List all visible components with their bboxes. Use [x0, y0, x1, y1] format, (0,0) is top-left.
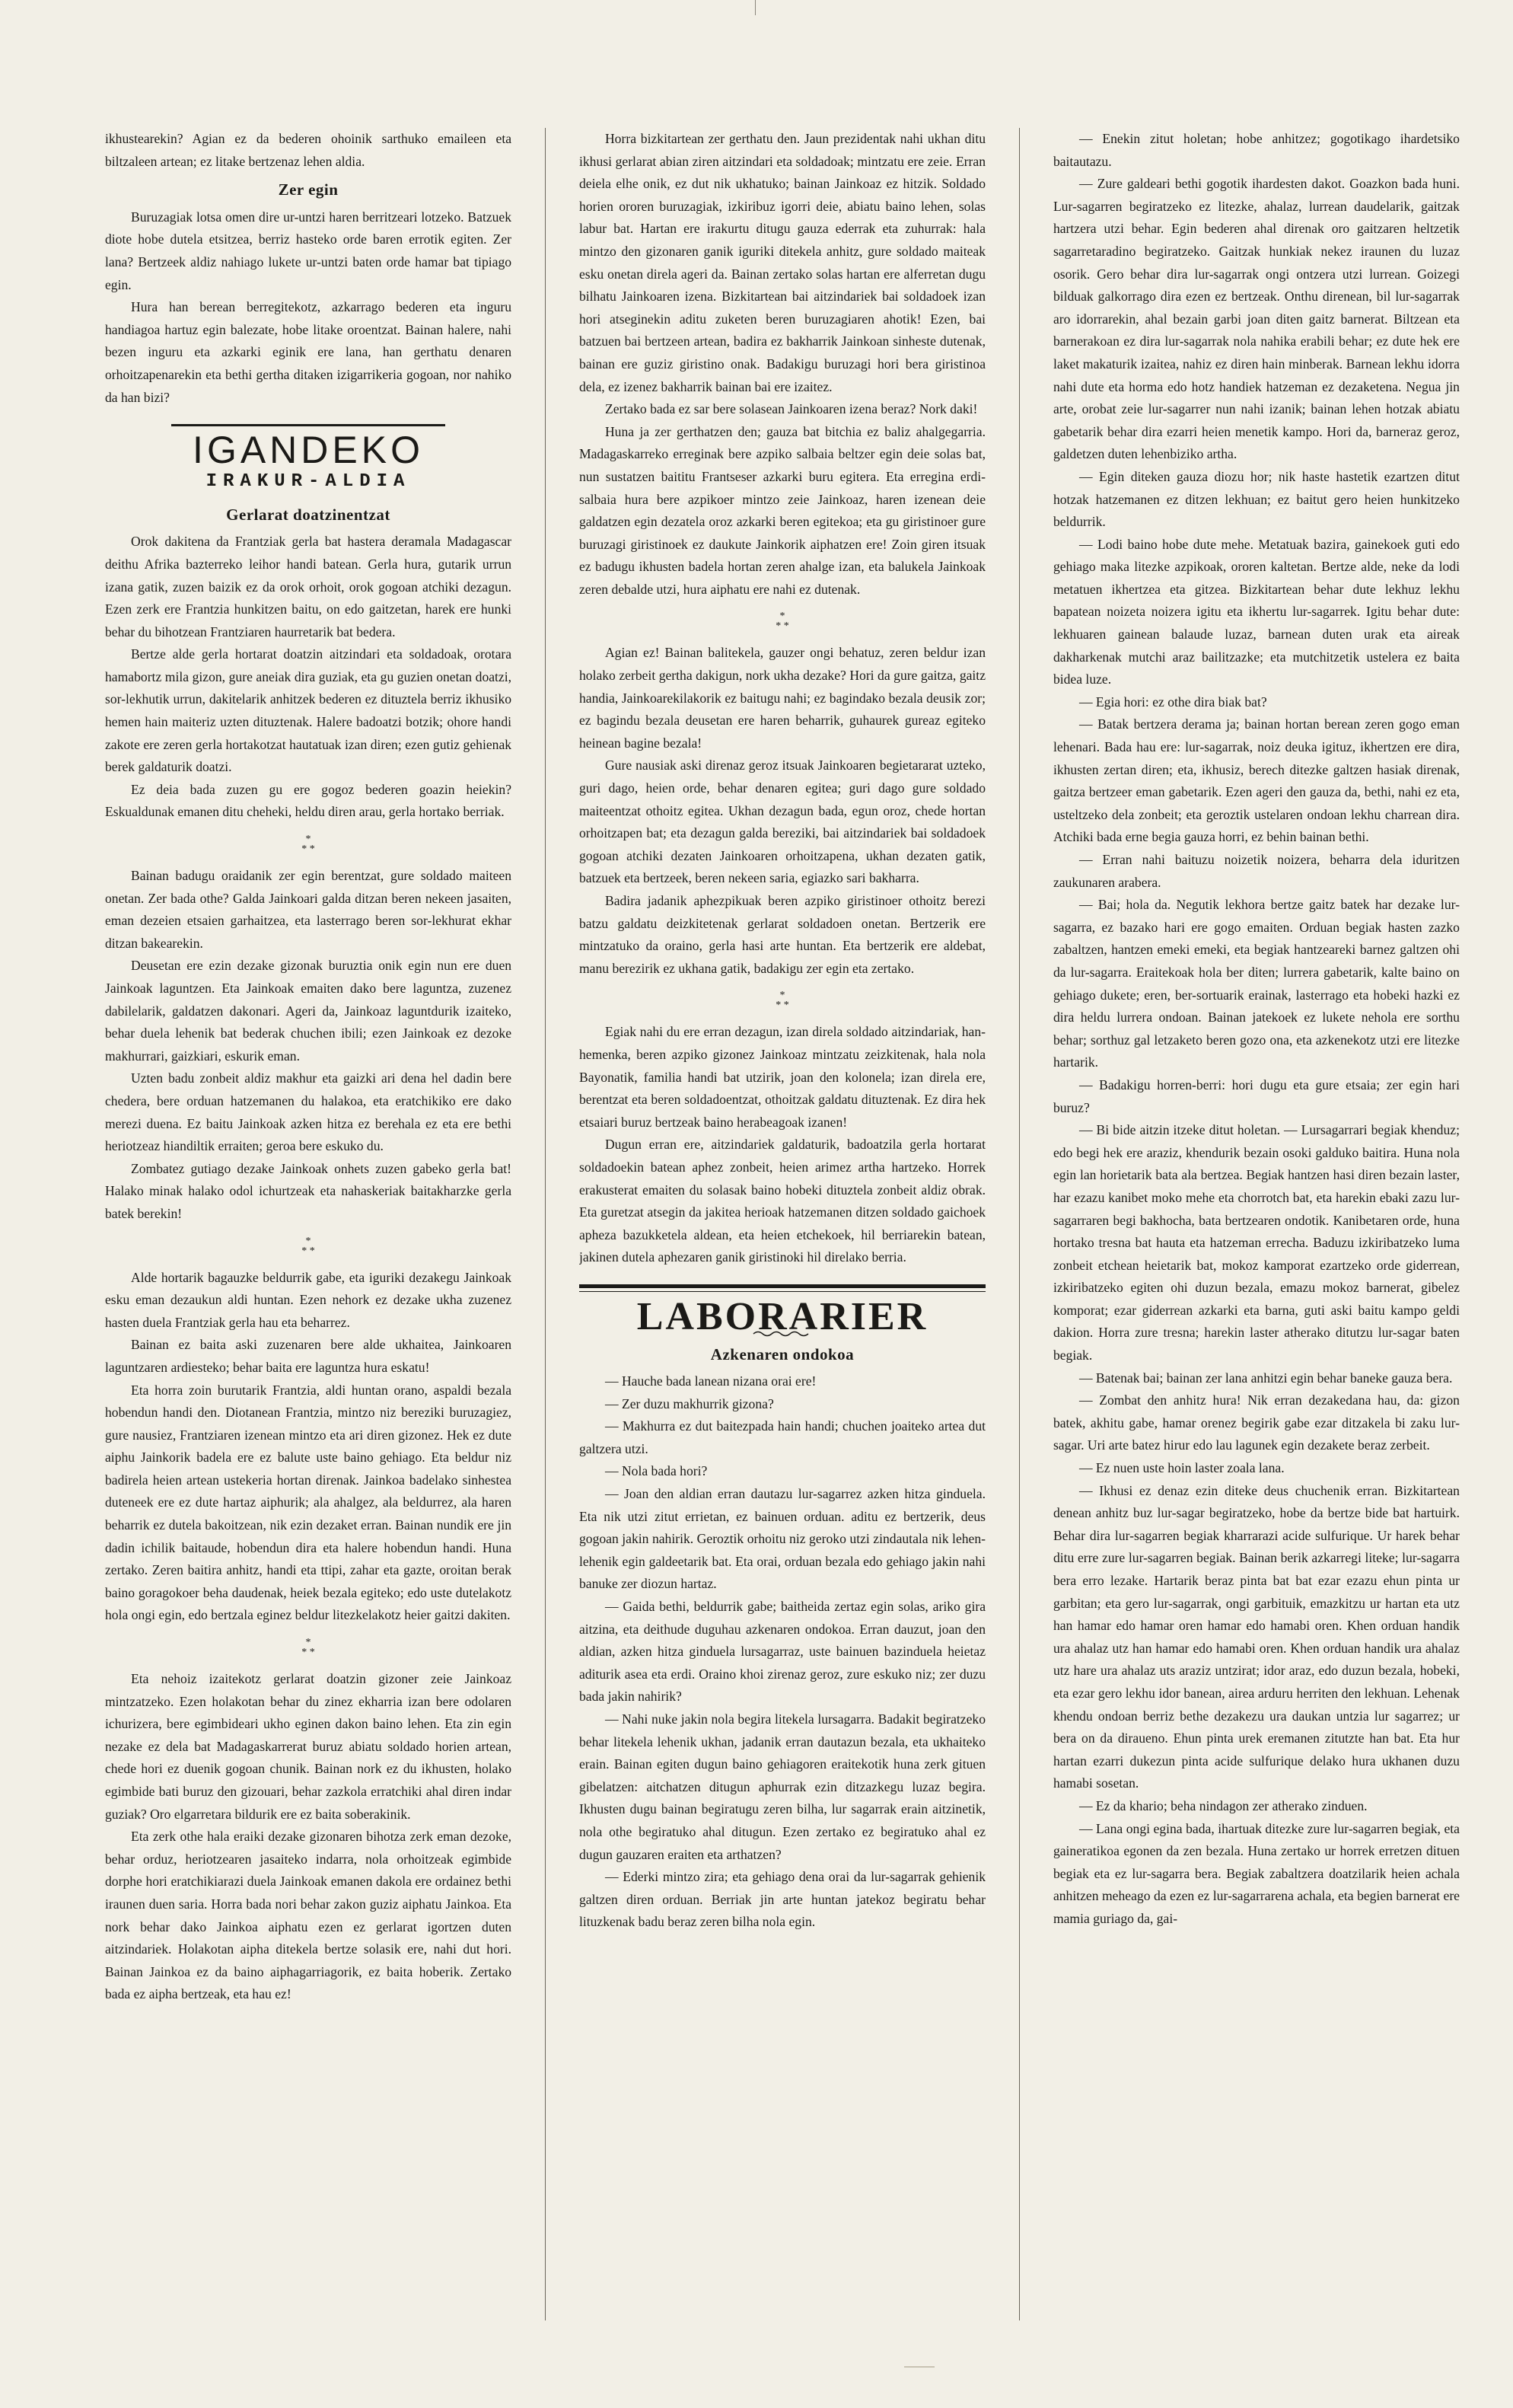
asterism: * * * [301, 834, 315, 856]
paragraph: Dugun erran ere, aitzindariek galdaturik, badoatzila gerla hortarat soldadoekin batean aphez zonbeit, heien arimez artha hartzeko. Horrek erakusterat emaiten du solasak baino hobeki dituztela zonbeit aldiz obrak. Eta guretzat atsegin da jakitea herioak hatzemanen ditzen soldado gaichoek apheza bazukketela aldean, eta heien etchekoek, hil berriarekin batean, jakinen dutela aphezaren ganik giristinoki hil direlako berria. [578, 1137, 986, 1265]
masthead-subtitle: IRAKUR-ALDIA [205, 471, 411, 493]
dialogue-line: — Enekin zitut holetan; hobe anhitzez; gogotikago ihardetsiko baitautazu. [1053, 131, 1460, 169]
fold-mark [755, 0, 756, 15]
paragraph: Alde hortarik bagauzke beldurrik gabe, eta iguriki dezakegu Jainkoak esku eman dezaukun aldi huntan. Ezen nehork ez dezake ukha zuzenez hasten duela Frantziak gerla hau eta beharrez. [105, 1269, 512, 1330]
dialogue-line: — Hauche bada lanean nizana orai ere! [604, 1373, 817, 1389]
paragraph: Bainan ez baita aski zuzenaren bere alde ukhaitea, Jainkoaren laguntzaren ardiesteko; behar baita ere laguntza hura eskatu! [105, 1337, 512, 1375]
paragraph: Bertze alde gerla hortarat doatzin aitzindari eta soldadoak, orotara hamabortz mila gizon, gure aneiak dira guziak, eta gu guzien onetan doatzi, sor-lekhutik urrun, dakitelarik anhitzek bederen ez dituztela berriz ikhusiko hemen hain maiteriz uzten dituztenak. Halere badoatzi botzik; ohore handi zakote ere zeren gerla hortakotzat hautatuak izan diren; ezen gutiz gehienak berek galdaturik doatzi. [105, 646, 512, 775]
dialogue-line: — Zure galdeari bethi gogotik ihardesten dakot. Goazkon bada huni. Lur-sagarren begiratzeko ez litezke, ahalaz, lurrean daudelarik, gaitzak hartzera utzi behar. Egin bederen ahal direnak oro gaitzaren heltzetik sagarretaradino begiratzeko. Gaitzak hunkiak nekez iraunen du luzaz osorik. Gero behar dira lur-sagarrak ongi ontzera utzi lurrean. Goizegi bilduak galkorrago dira ezen ez bertzeak. Onthu direnean, bil lur-sagarrak aro idorrarekin, ahal bezain garbi joan diten gaitz barnerat. Biltzean eta barnerakoan ez dira lur-sagarrak nola nahika erabili behar; ez dute hek ere laket makaturik izaitea, nahiz ez diren hain minberak. Barnean lekhu idorra nahi dute eta horma edo hotz handiek hatzeman ez dezaketena. Negua jin arte, orobat zeie lur-sagarrer nun nahi izanik; bainan lehen hotzak abiatu gabetarik behar dira ezarri heien menetik kampo. Hori da, barneraz geroz, galdetzen duten lehenbiziko artha. [1053, 176, 1460, 462]
asterism: * * * [301, 1235, 315, 1257]
column-rule [1019, 128, 1020, 2320]
dialogue-line: — Ez da khario; beha nindagon zer atherako zinduen. [1078, 1797, 1368, 1813]
section-rule [579, 1284, 986, 1288]
dialogue-line: — Gaida bethi, beldurrik gabe; baitheida zertaz egin solas, ariko gira aitzina, eta deithude duguhau azkenaren ondokoa. Erran dauzut, joan den aldian, azken hitza ginduela lursagarraz, uste bainuen bazinduela heietaz aditurik asea eta erdi. Oraino khoi zirenaz geroz, zure eskuko niz; zer duzu bada jakin nahirik? [578, 1599, 986, 1705]
dialogue [1053, 128, 1460, 1931]
dialogue-line: — Bi bide aitzin itzeke ditut holetan. — Lursagarrari begiak khenduz; edo begi hek ere araziz, khendurik bezain osoki galduko baitira. Huna nola egin lan horietarik bata ala bertzea. Begiak hantzen hasi diren bezain laster, har ezazu kanibet moko mehe eta chorrotch bat, eta harekin ebaki zazu lur-sagarraren begi bakhocha, bata bertzearen ondotik. Kanibetaren orde, huna hortako tresna bat hauta eta hatzeman errecha. Baduzu izkiribatzeko luma zonbeit etchean heietarik bat, mokoz kamporat ezartzeko orde giderrean, izkiribatzeko egiten ohi duzun bezala, emazu mokoz barnerat, gibelez komporat; ezar giderrean azkarki eta barna, guti aski baitu kampo geldi dakion. Horra zure tresna; harekin laster atherako ditutzu lur-sagar baten begiak. [1053, 1122, 1460, 1363]
paragraph: Gure nausiak aski direnaz geroz itsuak Jainkoaren begietararat uzteko, guri dago, heien orde, behar denaren egitea; guri dago gure soldado maiteentzat othoitz egitea. Ukhan dezagun bada, egun oroz, chede hortan orhoitzapen bat; eta dezagun galda bereziki, bai aitzindariek bai soldadoek gogoan atchiki dezaten Jainkoaren orhoitzapena, ukhan dezaten gatik, batzuek eta bertzeek, beren nekeen saria, egiazko sari bakharra. [578, 757, 986, 886]
dialogue-line: — Nola bada hori? [604, 1463, 708, 1479]
paragraph: Deusetan ere ezin dezake gizonak buruztia onik egin nun ere duen Jainkoak laguntzen. Eta Jainkoak emaiten dako bere laguntza, zuzenez dabilelarik, galdatzen dakonari. Ageri da, Jainkoaz laguntdurik izaiteko, behar duela lehenik bat bederak chuchen ibili; ezen Jainkoak ez dezoke makhurrari, gaizkiari, eskurik eman. [105, 958, 512, 1064]
dialogue-line: — Lodi baino hobe dute mehe. Metatuak bazira, gainekoek guti edo gehiago maka litezke azpikoak, ororen kaltetan. Bertze alde, neke da lodi metatuen ikhertzea eta gitzea. Bizkitartean behar dute lekhuz lekhu bapatean noizeta noizera igitu eta ikhertu lur-sagarrek. Igitu behar dute: lekhuaren gainean balaude luzaz, barnean duten urak eta aireak dakharkenak mutchi araz bailitzazke; eta mutchitzetik ustelera ez baita bidea luze. [1053, 536, 1460, 687]
column-1 [105, 128, 511, 2320]
paragraph: Agian ez! Bainan balitekela, gauzer ongi behatuz, zeren beldur izan holako zerbeit gertha dakigun, nork ukha dezake? Hori da gure gaitza, gaitz handia, Jainkoarekilakorik ez baitugu nahi; ez bagindako bezala deusik zor; ez bagindu bezala deusetan ere haren beharrik, guhaurek gureaz egiteko heinean bagine bezala! [578, 645, 986, 751]
paragraph: Egiak nahi du ere erran dezagun, izan direla soldado aitzindariak, han-hemenka, beren azpiko gizonez Jainkoaz mintzatu zeizkitenak, hala nola Bayonatik, familia handi bat utzirik, joan den kolonela; izan direla ere, berentzat eta beren soldadoentzat, othoitzak galdatu dituztenak. Ez dira hek etsaiari buruz bertzeak baino herabeagoak izanen! [578, 1024, 986, 1130]
dialogue-line: — Zombat den anhitz hura! Nik erran dezakedana hau, da: gizon batek, akhitu gabe, hamar orenez begirik gabe ezar ditzakela bi zaku lur-sagar. Uri arte batez hirur edo lau lagunek egin dezakete beraz zerbeit. [1053, 1392, 1460, 1453]
print-mark [904, 2366, 935, 2368]
dialogue-line: — Makhurra ez dut baitezpada hain handi; chuchen joaiteko artea dut galtzera utzi. [578, 1418, 986, 1456]
paragraph: Badira jadanik aphezpikuak beren azpiko giristinoer othoitz berezi batzu galdatu deizkitetenak gerlarat soldadoen onetan. Bertzerik ere mintzatuko da oraino, gerla hasi arte huntan. Eta bertzerik ere aldebat, manu berezirik ez ukhana gatik, badakigu zer egin eta zertako. [578, 893, 986, 976]
paragraph: Orok dakitena da Frantziak gerla bat hastera deramala Madagascar deithu Afrika bazterreko leihor handi batean. Gerla hura, gutarik urrun izana gatik, zuzen baizik ez da orok orhoit, orok gogoan atchiki dezagun. Ezen zerk ere Frantzia hunkitzen baitu, on edo gaitzetan, harek ere hunki behar du bihotzean Frantziaren haurretarik bat bedera. [105, 534, 512, 639]
dialogue-line: — Erran nahi baituzu noizetik noizera, beharra dela iduritzen zaukunaren arabera. [1053, 852, 1460, 890]
paragraph: Zombatez gutiago dezake Jainkoak onhets zuzen gabeko gerla bat! Halako minak halako odol ichurtzeak eta nahaskeriak baitakharzke gerla batek berekin! [105, 1160, 512, 1221]
columns [105, 128, 1460, 2320]
dialogue-line: — Egia hori: ez othe dira biak bat? [1078, 694, 1267, 710]
asterism: * * * [301, 1637, 315, 1659]
dialogue-line: — Batenak bai; bainan zer lana anhitzi egin behar baneke gauza bera. [1078, 1370, 1453, 1386]
paragraph: Uzten badu zonbeit aldiz makhur eta gaizki ari dena hel dadin bere chedera, bere orduan hatzemanen du halakoa, eta eratchikiko ere dako merezi duena. Ez baitu Jainkoak azken hitza ez berehala ez eta ere bethi heriotzeaz hiandiltik erraiten; geroa bere eskuko du. [105, 1070, 512, 1154]
masthead-title: IGANDEKO [193, 429, 424, 472]
column-2 [579, 128, 986, 2320]
dialogue-line: — Bai; hola da. Negutik lekhora bertze gaitz batek har dezake lur-sagarra, ez bazako hari ere gogo emaiten. Orduan begiak hasten zazko zabaltzen, hantzen emeki emeki, eta begiak hantzeareki barnez galtzen ohi da lur-sagarra. Eraitekoak hola ber diten; lurrera gabetarik, kalte baino on gehiago dukete; eren, ber-sortuarik erainak, lasterrago eta hobeki hazki ez dira heldu lurrera ondoan. Bainan jatekoek ez lukete nehola ere sorthu behar; sorthuz gal letzaketo beren gozo ona, eta azkenekotz utzi ere litezke hartarik. [1053, 897, 1460, 1070]
paragraph: Bainan badugu oraidanik zer egin berentzat, gure soldado maiteen onetan. Zer bada othe? Galda Jainkoari galda ditzan beren nekeen jasaiten, eman dezeien etsaien garhaitzea, eta lasterrago beren sor-lekhurat ekhar ditzan bakearekin. [105, 868, 512, 951]
paragraph: Eta horra zoin burutarik Frantzia, aldi huntan orano, aspaldi bezala hobendun handi den. Diotanean Frantzia, mintzo niz bereziki buruzagiez, gure nausiez, Frantziaren izenean mintzo eta ari diren gizonez. Hek ez dute aiphu Jainkorik badela ere ez balute uste baino gehiago. Eta beldur niz badirela heien artean ustekeria hortan direnak. Jainkoa badelako sinhestea duteneek ere ez dute hartaz aiphurik; ala ahalgez, ala beldurrez, ala haren beharrik ez dutela bakoitzean, nik ezin dezaket erran. Bainan nundik ere jin dadin ichilik baitaude, hobendun dira eta halere hobendun handi. Huna zertako. Zeren baitira anhitz, handi eta ttipi, zahar eta gazte, oroitan berak baino goragokoer beha daudenak, heiek bezala egiteko; edo uste dutelakotz hola ongi egin, edo bertzala eginez beldur litezkelakotz heier gaitzi dakiten. [105, 1382, 512, 1623]
paragraph: Huna ja zer gerthatzen den; gauza bat bitchia ez baliz ahalgegarria. Madagaskarreko erreginak bere azpiko salbaia beltzer egin deie solas bat, nun sustatzen baititu Frantseser azkarki buru egitera. Eta erregina erdi-salbaia hura bere azpikoer mintzo zeie Jainkoaz, haren izenean deie galdatzen egin dezatela oroz azkarki beren egitekoa; eta gu giristinoer gure buruzagi giristinoek ez daukute Jainkorik aiphatzen ere! Zoin giren itsuak ez badugu ikhusten badela hortan zeren ahalge izan, eta balukela Jainkoak zeren debalde utzi, hura aiphatu ere nahi ez dutenak. [578, 423, 986, 597]
dialogue-line: — Ez nuen uste hoin laster zoala lana. [1078, 1460, 1285, 1476]
paragraph: Buruzagiak lotsa omen dire ur-untzi haren berritzeari lotzeko. Batzuek diote hobe dutela etsitzea, berriz hasteko orde baren errotik egiten. Zer lana? Bertzeek aldiz nahiago lukete ur-untzi baten orde hamar bat tipiago egin. [105, 209, 512, 292]
masthead [105, 424, 511, 493]
column-rule [545, 128, 546, 2320]
asterism: * * * [776, 990, 789, 1012]
paragraph: Ez deia bada zuzen gu ere gogoz bederen goazin heiekin? Eskualdunak emanen ditu cheheki, heldu diren arau, gerla hortako berriak. [105, 781, 512, 820]
dialogue-line: — Egin diteken gauza diozu hor; nik haste hastetik ezartzen ditut hotzak hatzemanen ez ditzen lekhuan; ez baitut gero heien hunkitzeko beldurrik. [1053, 468, 1460, 530]
paragraph: Eta zerk othe hala eraiki dezake gizonaren bihotza zerk eman dezoke, behar orduz, heriotzearen jasaiteko indarra, nola orhoitzeak egimbide dorphe hori eratchikiarazi duela Jainkoak emanen dakola ere ordainez bethi iraunen duen saria. Horra bada nori behar zakon guziz aiphatu Jainkoa. Eta nork behar dako Jainkoa aiphatu ezen ez gerlarat igortzen duten aitzindariek. Holakotan aipha ditekela bertze solasik ere, nahi dut hori. Bainan Jainkoa ez da baino aiphagarriagorik, ez baita hoberik. Zertako bada ez aipha bertzeak, eta hau ez! [105, 1829, 512, 2002]
dialogue [579, 1370, 986, 1934]
dialogue-line: — Zer duzu makhurrik gizona? [604, 1395, 774, 1411]
asterism: * * * [776, 611, 789, 633]
dialogue-line: — Ikhusi ez denaz ezin diteke deus chuchenik erran. Bizkitartean denean anhitz buz lur-sagar begiratzeko, hobe da bertze bide bat hartuirk. Behar dira lur-sagarren begiak kharrarazi acide sulfurique. Ur harek behar ditu erre zure lur-sagarren begiak. Bainan berik azkarregi litеke; lur-sagarra bera erro lezake. Hartarik beraz pinta bat bat ezar ezazu ehun pinta ur garbitan; eta gero lur-sagarrak, ongi garbituik, emazkitzu ur hartan eta utz han hamar edo hamar oren hamar edo hamabi oren. Khen orduan handik ura ahalaz utz han hamar edo hamabi oren. Khen orduan handik ura ahalaz utz hare ura ahalaz uts araziz untzirat; idor araz, edo duzun bezala, hobeki, eta ezar gero lekhu idor banean, airea arduru herriten den lekhuan. Lehenak khendu ondoan berriz bethe dezakezu ura daukan untzia lur sagarrez; ur bera on da diraueno. Ehun pinta urek eremanen zitutzte han bat. Eta hur hartan ezarri dukezun pinta acide sulfurique delako hura ukhanen duzu hamabi sosetan. [1053, 1482, 1460, 1791]
dialogue-line: — Batak bertzera derama ja; bainan hortan berean zeren gogo eman lehenari. Bada hau ere: lur-sagarrak, noiz deuka igituz, ikhertzen ere dira, ikhusten zertan diren; eta, ikhusiz, berech ditezke galtzen hasiak direnak, gaitza bertzeer eman gabetarik. Ezen ageri den gauza da, bethi, nahi ez eta, usteltzeko dela zonbeit; eta geroztik ustelaren ondoan lekhu charrean dira. Atchiki bada erne begia gauza horri, ez behin bainan bethi. [1053, 716, 1460, 845]
dialogue-line: — Badakigu horren-berri: hori dugu eta gure etsaia; zer egin hari buruz? [1053, 1076, 1460, 1115]
dialogue-line: — Lana ongi egina bada, ihartuak ditezke zure lur-sagarren begiak, eta gaineratikoa egonen da zen bezala. Huna zertako ur horrek erretzen dituen begiak eta ez lur-sagarra bera. Begiak zabaltzera doatzilarik heien achala anhitzen meheago da ezen ez lur-sagarrarena achala, eta begien barnerat ere mamia guriago da, gai- [1053, 1820, 1460, 1926]
section-rule-thin [579, 1291, 986, 1292]
section-heading: Azkenaren ondokoa [710, 1344, 855, 1363]
dialogue-line: — Joan den aldian erran dautazu lur-sagarrez azken hitza ginduela. Eta nik utzi zitut errietan, ez bainuen orduan. aditu ez bertzerik, deus gogoan jakin nahirik. Geroztik orhoitu niz geroko utzi zindautala nik lehen-lehenik egin galdeetarik bat. Eta orai, orduan bezala edo gehiago jakin nahi banuke zer diozun hartaz. [578, 1486, 986, 1592]
column-3 [1053, 128, 1460, 2320]
section-heading: Zer egin [278, 180, 339, 199]
dialogue-line: — Ederki mintzo zira; eta gehiago dena orai da lur-sagarrak gehienik galtzen diren orduan. Berriak jin arte huntan jatekoz begiratu behar lituzkenak badu beraz zeren bilha nola egin. [578, 1869, 986, 1930]
dialogue-line: — Nahi nuke jakin nola begira litekela lursagarra. Badakit begiratzeko behar litekela lehenik ukhan, jadanik erran dautazun bezala, eta ukhaiteko erain. Bainan egiten dugun baino gehiagoren eraitekotik huna zerk gituen gibelatzen: aitchatzen ditugun aphurrak ezin ditzazkegu luzaz begira. Ikhusten dugu bainan begiratugu zeren bilha, lur sagarrak erain aitzinetik, nola othe begiratuko ahal ditugun. Ezen zertako ez begiratuko ahal ez dugun gauzaren eraiten eta arthatzen? [578, 1711, 986, 1862]
paragraph: Hura han berean berregitekotz, azkarrago bederen eta inguru handiagoa hartuz egin balezate, hobe litake oroentzat. Bainan halere, nahi bezen inguru eta azkarki eginik ere lana, han gerthatu denaren orhoitzapenarekin eta bethi gertha ditaken izigarrikeria gogoan, nor nahiko da han bizi? [105, 299, 512, 405]
paragraph: ikhustearekin? Agian ez da bederen ohoinik sarthuko emaileen eta biltzaleen artean; ez litake bertzenaz lehen aldia. [105, 131, 512, 169]
masthead-rule [171, 424, 445, 426]
paragraph: Eta nehoiz izaitekotz gerlarat doatzin gizoner zeie Jainkoaz mintzatzeko. Ezen holakotan behar du zinez ekharria izan bere odolaren ichurizera, bere egimbideari ukho eginen dakon baino lehen. Eta zin egin nezake ez dela bat Madagaskarrerat buruz abiatu soldado horien artean, chede hori ez duenik gogoan chunik. Bainan nork ez du ikhusten, holako egimbide bati buruz den gizouari, behar zazkola erratchiki ahal diren indar guziak? Oro elgarretara bildurik ere ez baita soberakinik. [105, 1671, 512, 1822]
section-heading: Gerlarat doatzinentzat [226, 505, 390, 524]
paragraph: Zertako bada ez sar bere solasean Jainkoaren izena beraz? Nork daki! [604, 401, 978, 417]
section-title: LABORARIER [636, 1294, 929, 1338]
paragraph: Horra bizkitartean zer gerthatu den. Jaun prezidentak nahi ukhan ditu ikhusi gerlarat abian ziren aitzindari eta soldadoak; mintzatu ere zeie. Erran deiela elhe onik, ez dut nik ukhatuko; bainan Jainkoaz ez hitzik. Soldado horien ororen buruzagiak, izkiribuz igorri deie, abiatu baino lehen, solas labur bat. Hartan ere irakurtu ditugu gauza ederrak eta zuhurrak: hala mintzo den gizonaren ganik iguriki ditekela anhitz, gure soldado maiteak esku onetan direla ageri da. Bainan zertako solas hartan ere alferretan dugu bilhatu Jainkoaren izena. Bizkitartean bai aitzindariek bai soldadoek izan hori atseginekin aditu zuketen beren buruzagiaren ahotik! Ezen, bai batzuen bai bertzeen artean, badira ez bakharrik Jainkoan sinheste dutenak, bainan ere guziz giristino onak. Badakigu buruzagi hori bera giristinoa dela, ez izenez bakharrik bainan bai ere izaitez. [578, 131, 986, 394]
